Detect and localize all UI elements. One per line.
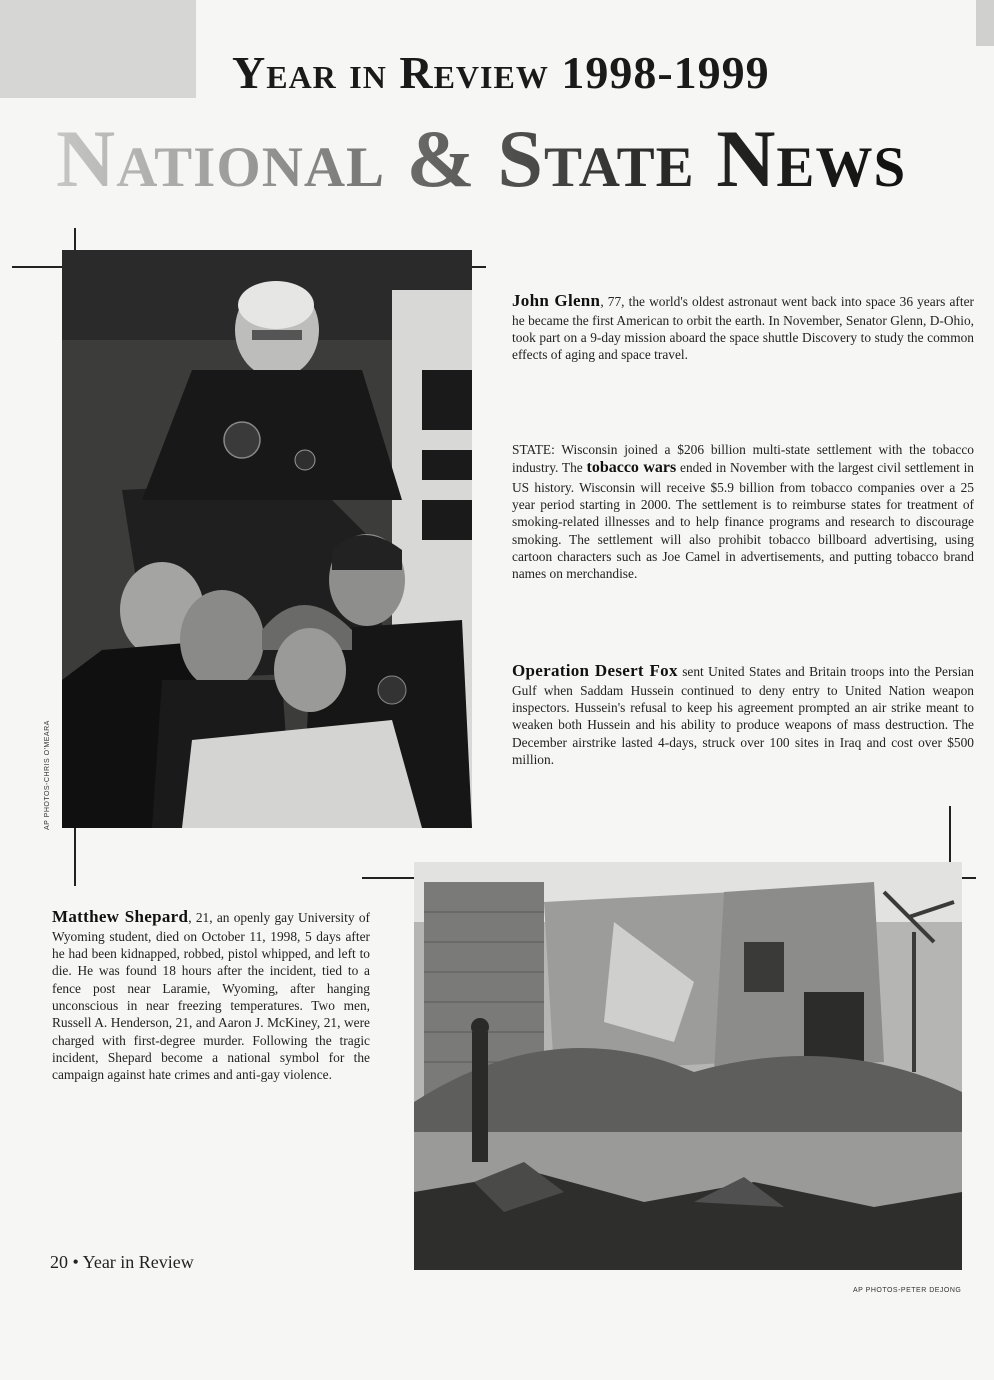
desert-fox-lead: Operation Desert Fox [512, 661, 678, 680]
tobacco-body-start: STATE: Wisconsin joined a $206 billion multi-state settlement with the tobacco industry. The [512, 442, 974, 476]
page-folio: 20 • Year in Review [50, 1252, 194, 1272]
iraq-damage-photo [414, 862, 962, 1270]
matthew-shepard-body: , 21, an openly gay University of Wyoming student, died on October 11, 1998, 5 days after he had been kidnapped, robbed, pistol whipped, and left to die. He was found 18 hours after the incident, tied to a fence post near Laramie, Wyoming, after hanging unconscious in near freezing temperatures. Two men, Russell A. Henderson, 21, and Aaron J. McKiney, 21, were charged with first-degree murder. Following the tragic incident, Shepard become a national symbol for the campaign against hate crimes and anti-gay violence. [52, 910, 370, 1083]
section-title: National & State News [56, 113, 907, 204]
corner-tab [0, 0, 196, 98]
john-glenn-photo-art [62, 250, 472, 828]
desert-fox-body: sent United States and Britain troops into the Persian Gulf when Saddam Hussein continued to deny entry to United Nation weapon inspectors. Hussein's refusal to keep his agreement prompted an air strike meant to weaken both Hussein and his ability to produce weapons of mass destruction. The December airstrike lasted 4-days, struck over 100 sites in Iraq and cost over $500 million. [512, 664, 974, 768]
desert-fox-story [512, 660, 974, 768]
tobacco-keyword: tobacco wars [586, 459, 677, 477]
iraq-photo-credit: AP PHOTOS-PETER DEJONG [853, 1287, 962, 1294]
glenn-photo-credit: AP PHOTOS-CHRIS O'MEARA [44, 720, 51, 830]
john-glenn-story [512, 290, 974, 364]
john-glenn-body: , 77, the world's oldest astronaut went back into space 36 years after he became the first American to orbit the earth. In November, Senator Glenn, D-Ohio, took part on a 9-day mission aboard the space shuttle Discovery to study the common effects of aging and space travel. [512, 294, 974, 363]
john-glenn-photo [62, 250, 472, 828]
matthew-shepard-lead: Matthew Shepard [52, 907, 189, 926]
edge-tab [976, 0, 994, 46]
matthew-shepard-story [52, 906, 370, 1083]
tobacco-body-end: ended in November with the largest civil settlement in US history. Wisconsin will receive $5.9 billion from tobacco companies over a 25 year period starting in 2000. The settlement is to reimburse states for treatment of smoking-related illnesses and to help finance programs and research to discourage smoking. The settlement will also prohibit tobacco billboard advertising, using cartoon characters such as Joe Camel in advertisements, and putting tobacco brand names on merchandise. [512, 460, 974, 582]
tobacco-story [512, 441, 974, 583]
john-glenn-lead: John Glenn [512, 291, 601, 310]
iraq-damage-photo-art [414, 862, 962, 1270]
page-title: Year in Review 1998-1999 [232, 47, 770, 98]
